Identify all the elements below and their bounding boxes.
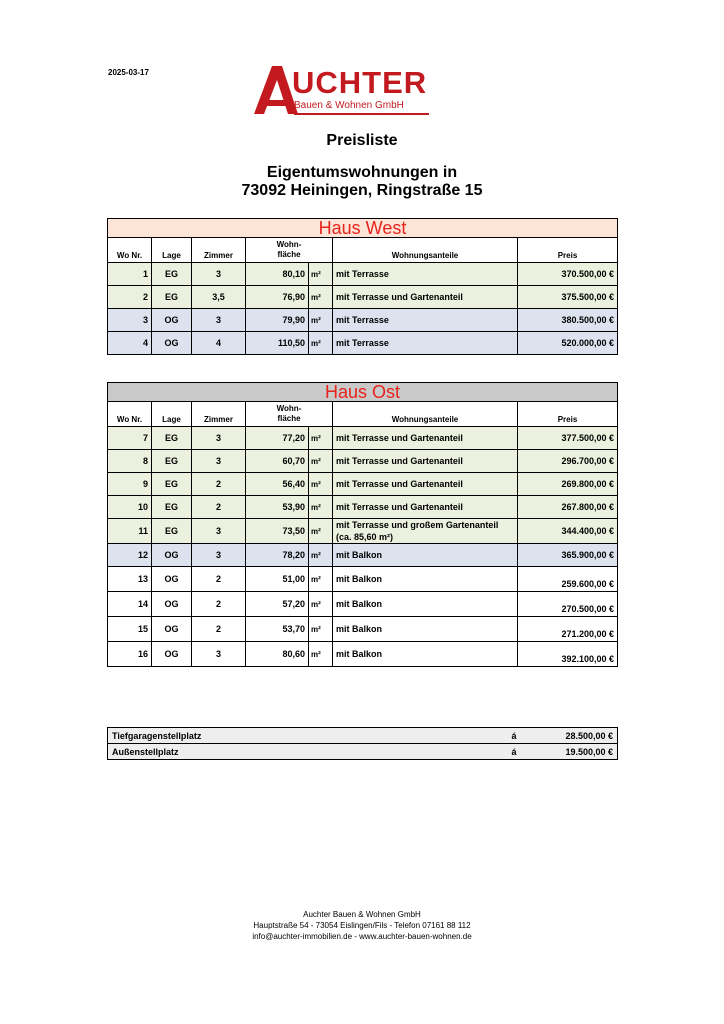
- apartment-price: 270.500,00 €: [518, 592, 618, 617]
- apartment-features: mit Balkon: [333, 592, 518, 617]
- apartment-floor: EG: [152, 263, 192, 286]
- apartment-area: 77,20: [246, 427, 309, 450]
- parking-price: 28.500,00 €: [528, 728, 618, 744]
- house-name: Haus Ost: [108, 383, 618, 402]
- area-unit: m²: [309, 567, 333, 592]
- apartment-floor: OG: [152, 567, 192, 592]
- parking-label: Außenstellplatz: [108, 744, 508, 760]
- apartment-price: 377.500,00 €: [518, 427, 618, 450]
- apartment-price: 267.800,00 €: [518, 496, 618, 519]
- area-unit: m²: [309, 519, 333, 544]
- apartment-features: mit Balkon: [333, 617, 518, 642]
- area-unit: m²: [309, 450, 333, 473]
- apartment-features: mit Terrasse: [333, 332, 518, 355]
- apartment-rooms: 2: [192, 617, 246, 642]
- apartment-row: [108, 496, 618, 519]
- footer: [0, 909, 724, 942]
- apartment-floor: EG: [152, 427, 192, 450]
- apartment-price: 365.900,00 €: [518, 544, 618, 567]
- apartment-row: [108, 332, 618, 355]
- apartment-rooms: 3: [192, 519, 246, 544]
- house-name: Haus West: [108, 219, 618, 238]
- apartment-floor: EG: [152, 286, 192, 309]
- apartment-rooms: 3: [192, 309, 246, 332]
- parking-row: [108, 728, 618, 744]
- apartment-features: mit Terrasse: [333, 309, 518, 332]
- area-unit: m²: [309, 286, 333, 309]
- area-unit: m²: [309, 544, 333, 567]
- area-unit: m²: [309, 473, 333, 496]
- apartment-row: [108, 427, 618, 450]
- apartment-features: mit Balkon: [333, 642, 518, 667]
- apartment-floor: OG: [152, 332, 192, 355]
- subtitle-line-1: Eigentumswohnungen in: [266, 164, 458, 181]
- column-header-anteile: Wohnungsanteile: [333, 238, 518, 263]
- apartment-row: [108, 544, 618, 567]
- apartment-number: 11: [108, 519, 152, 544]
- apartment-number: 8: [108, 450, 152, 473]
- apartment-area: 51,00: [246, 567, 309, 592]
- apartment-rooms: 2: [192, 496, 246, 519]
- parking-each-symbol: á: [508, 728, 528, 744]
- apartment-floor: OG: [152, 309, 192, 332]
- apartment-area: 78,20: [246, 544, 309, 567]
- column-header-row: [108, 402, 618, 427]
- apartment-rooms: 3: [192, 450, 246, 473]
- apartment-rooms: 3: [192, 427, 246, 450]
- apartment-row: [108, 263, 618, 286]
- logo-underline: [294, 113, 429, 115]
- apartment-features: mit Terrasse und Gartenanteil: [333, 450, 518, 473]
- footer-address: Hauptstraße 54 - 73054 Eislingen/Fils - Telefon 07161 88 112: [253, 921, 471, 930]
- column-header-flaeche-line1: Wohn-: [276, 240, 302, 249]
- subtitle-line-2: 73092 Heiningen, Ringstraße 15: [241, 182, 483, 199]
- area-unit: m²: [309, 427, 333, 450]
- area-unit: m²: [309, 263, 333, 286]
- apartment-floor: EG: [152, 473, 192, 496]
- apartment-rooms: 2: [192, 473, 246, 496]
- apartment-rooms: 2: [192, 567, 246, 592]
- apartment-price: 375.500,00 €: [518, 286, 618, 309]
- apartment-area: 76,90: [246, 286, 309, 309]
- apartment-rooms: 3,5: [192, 286, 246, 309]
- apartment-rooms: 4: [192, 332, 246, 355]
- apartment-area: 80,10: [246, 263, 309, 286]
- document-date: 2025-03-17: [108, 68, 149, 77]
- column-header-preis: Preis: [518, 402, 618, 427]
- house-header-row: [108, 219, 618, 238]
- apartment-price: 271.200,00 €: [518, 617, 618, 642]
- apartment-number: 4: [108, 332, 152, 355]
- area-unit: m²: [309, 592, 333, 617]
- column-header-nr: Wo Nr.: [108, 402, 152, 427]
- apartment-row: [108, 567, 618, 592]
- column-header-flaeche-line2: fläche: [277, 414, 301, 423]
- apartment-features: mit Terrasse und Gartenanteil: [333, 496, 518, 519]
- apartment-floor: OG: [152, 642, 192, 667]
- page-title: Preisliste: [326, 132, 398, 149]
- apartment-number: 13: [108, 567, 152, 592]
- apartment-floor: OG: [152, 544, 192, 567]
- apartment-row: [108, 519, 618, 544]
- apartment-area: 53,90: [246, 496, 309, 519]
- apartment-area: 80,60: [246, 642, 309, 667]
- apartment-row: [108, 450, 618, 473]
- parking-table: [107, 727, 618, 760]
- apartment-rooms: 2: [192, 592, 246, 617]
- column-header-lage: Lage: [152, 402, 192, 427]
- apartment-area: 73,50: [246, 519, 309, 544]
- apartment-rooms: 3: [192, 263, 246, 286]
- apartment-number: 3: [108, 309, 152, 332]
- apartment-price: 520.000,00 €: [518, 332, 618, 355]
- column-header-anteile: Wohnungsanteile: [333, 402, 518, 427]
- apartment-row: [108, 286, 618, 309]
- column-header-nr: Wo Nr.: [108, 238, 152, 263]
- apartment-number: 14: [108, 592, 152, 617]
- apartment-price: 392.100,00 €: [518, 642, 618, 667]
- apartment-number: 9: [108, 473, 152, 496]
- apartment-row: [108, 642, 618, 667]
- parking-row: [108, 744, 618, 760]
- column-header-zimmer: Zimmer: [192, 402, 246, 427]
- area-unit: m²: [309, 309, 333, 332]
- apartment-number: 2: [108, 286, 152, 309]
- column-header-lage: Lage: [152, 238, 192, 263]
- apartment-features: mit Terrasse und Gartenanteil: [333, 286, 518, 309]
- apartment-features: mit Terrasse und Gartenanteil: [333, 427, 518, 450]
- parking-each-symbol: á: [508, 744, 528, 760]
- apartment-price: 259.600,00 €: [518, 567, 618, 592]
- apartment-features: mit Terrasse und großem Gartenanteil (ca. 85,60 m²): [333, 519, 518, 544]
- apartment-floor: OG: [152, 617, 192, 642]
- apartment-area: 57,20: [246, 592, 309, 617]
- apartment-price: 370.500,00 €: [518, 263, 618, 286]
- apartment-price: 380.500,00 €: [518, 309, 618, 332]
- apartment-rooms: 3: [192, 544, 246, 567]
- logo-subtitle: Bauen & Wohnen GmbH: [294, 100, 404, 111]
- apartment-floor: EG: [152, 450, 192, 473]
- area-unit: m²: [309, 642, 333, 667]
- column-header-row: [108, 238, 618, 263]
- apartment-floor: EG: [152, 519, 192, 544]
- logo-wordmark: UCHTER: [292, 65, 428, 100]
- column-header-preis: Preis: [518, 238, 618, 263]
- apartment-row: [108, 592, 618, 617]
- apartment-row: [108, 309, 618, 332]
- footer-contact: info@auchter-immobilien.de - www.auchter-bauen-wohnen.de: [252, 932, 472, 941]
- apartment-area: 110,50: [246, 332, 309, 355]
- parking-price: 19.500,00 €: [528, 744, 618, 760]
- apartment-number: 15: [108, 617, 152, 642]
- company-logo: [252, 64, 432, 116]
- apartment-features: mit Terrasse und Gartenanteil: [333, 473, 518, 496]
- apartment-number: 1: [108, 263, 152, 286]
- apartment-number: 10: [108, 496, 152, 519]
- apartment-area: 56,40: [246, 473, 309, 496]
- apartment-row: [108, 617, 618, 642]
- apartment-number: 12: [108, 544, 152, 567]
- column-header-flaeche: [246, 402, 333, 427]
- haus-west-table: [107, 218, 618, 355]
- apartment-price: 269.800,00 €: [518, 473, 618, 496]
- column-header-flaeche-line1: Wohn-: [276, 404, 302, 413]
- apartment-number: 7: [108, 427, 152, 450]
- footer-company: Auchter Bauen & Wohnen GmbH: [303, 910, 421, 919]
- house-header-row: [108, 383, 618, 402]
- apartment-area: 53,70: [246, 617, 309, 642]
- apartment-features: mit Balkon: [333, 567, 518, 592]
- area-unit: m²: [309, 617, 333, 642]
- apartment-area: 60,70: [246, 450, 309, 473]
- apartment-features: mit Balkon: [333, 544, 518, 567]
- apartment-number: 16: [108, 642, 152, 667]
- apartment-row: [108, 473, 618, 496]
- apartment-floor: OG: [152, 592, 192, 617]
- column-header-flaeche: [246, 238, 333, 263]
- apartment-features: mit Terrasse: [333, 263, 518, 286]
- parking-label: Tiefgaragenstellplatz: [108, 728, 508, 744]
- haus-ost-table: [107, 382, 618, 667]
- area-unit: m²: [309, 332, 333, 355]
- apartment-price: 344.400,00 €: [518, 519, 618, 544]
- apartment-area: 79,90: [246, 309, 309, 332]
- column-header-flaeche-line2: fläche: [277, 250, 301, 259]
- column-header-zimmer: Zimmer: [192, 238, 246, 263]
- apartment-rooms: 3: [192, 642, 246, 667]
- apartment-price: 296.700,00 €: [518, 450, 618, 473]
- apartment-floor: EG: [152, 496, 192, 519]
- area-unit: m²: [309, 496, 333, 519]
